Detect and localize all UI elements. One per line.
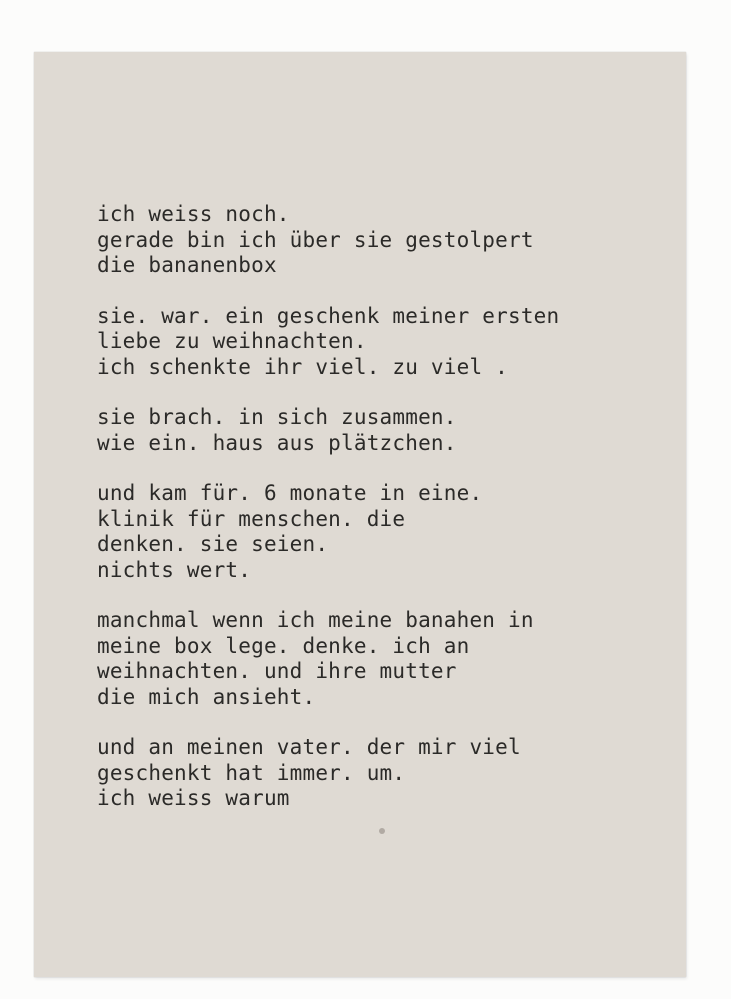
poem-line: ich schenkte ihr viel. zu viel . <box>97 354 508 379</box>
poem-line: klinik für menschen. die <box>97 506 406 531</box>
stanza-2 <box>97 304 559 381</box>
poem-line: manchmal wenn ich meine banahen in <box>97 608 534 632</box>
stanza-5 <box>97 608 559 710</box>
poem-line: die mich ansieht. <box>97 684 316 709</box>
poem-line: liebe zu weihnachten. <box>97 329 367 353</box>
poem-line: wie ein. haus aus plätzchen. <box>97 430 457 455</box>
poem-line: gerade bin ich über sie gestolpert <box>97 227 534 252</box>
poem-line: und kam für. 6 monate in eine. <box>97 481 483 505</box>
poem-line: ich weiss noch. <box>97 202 290 226</box>
poem-line: geschenkt hat immer. um. <box>97 760 406 785</box>
poem-line: weihnachten. und ihre mutter <box>97 659 457 683</box>
poem-line: sie. war. ein geschenk meiner ersten <box>97 303 560 328</box>
poem-line: ich weiss warum <box>97 786 290 810</box>
paper-speck <box>379 828 385 834</box>
poem-line: nichts wert. <box>97 557 252 582</box>
poem-line: die bananenbox <box>97 253 277 277</box>
poem-line: sie brach. in sich zusammen. <box>97 405 457 429</box>
stanza-6 <box>97 735 559 812</box>
poem-line: und an meinen vater. der mir viel <box>97 735 521 759</box>
paper-card <box>34 52 686 977</box>
stanza-3 <box>97 405 559 456</box>
typed-poem <box>97 202 559 837</box>
poem-line: meine box lege. denke. ich an <box>97 633 470 658</box>
stanza-1 <box>97 202 559 279</box>
stanza-4 <box>97 481 559 583</box>
poem-line: denken. sie seien. <box>97 532 329 556</box>
